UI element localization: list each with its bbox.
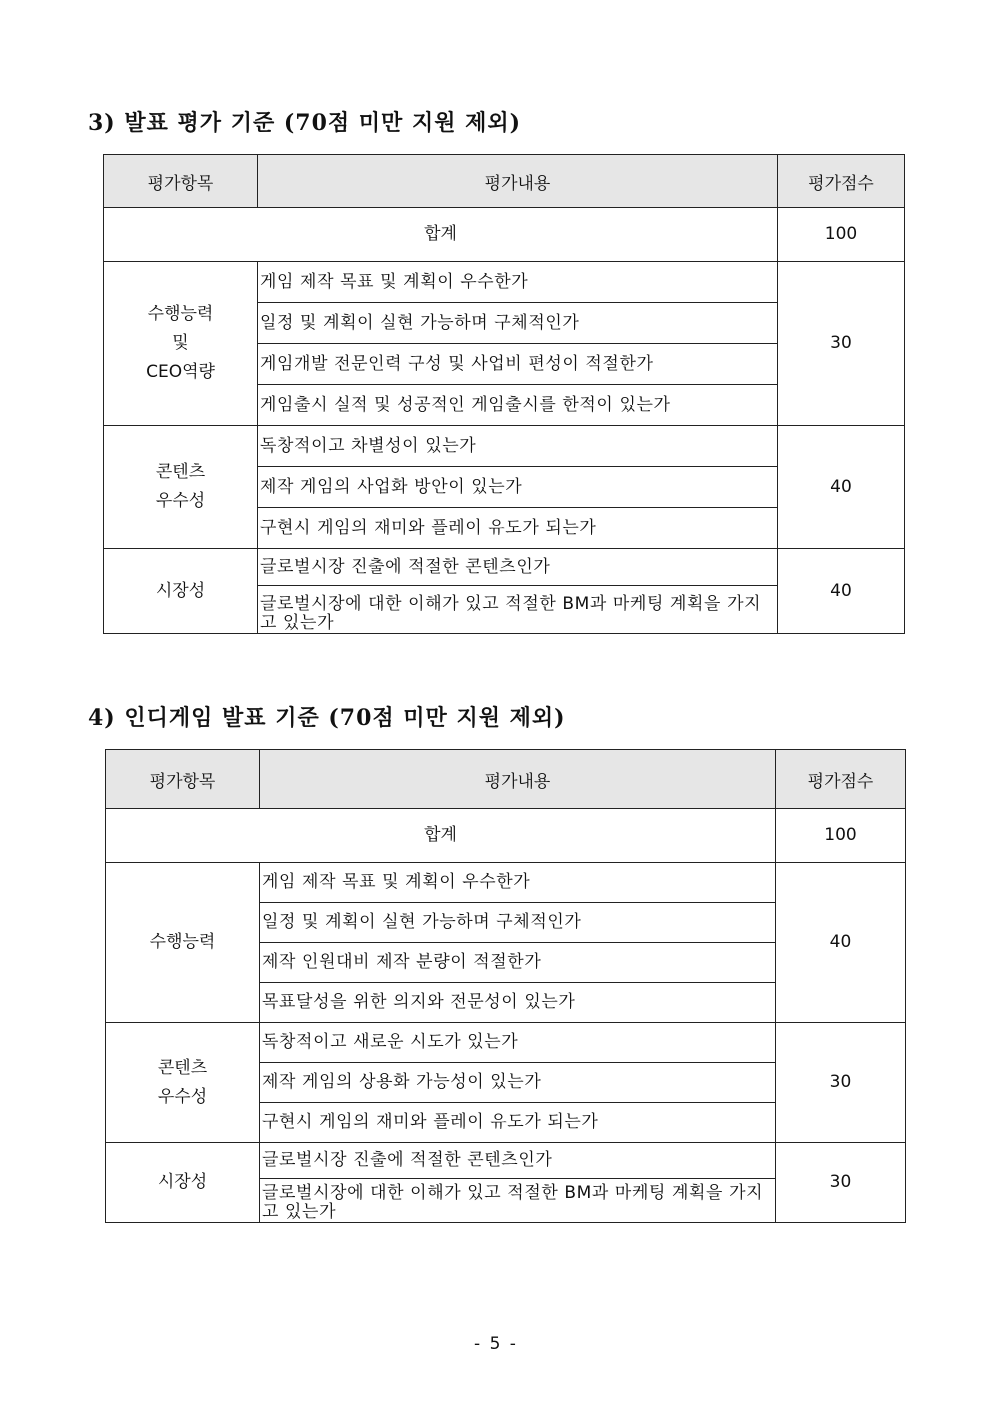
criteria-item: 제작 게임의 상용화 가능성이 있는가 — [260, 1063, 776, 1103]
criteria-item: 목표달성을 위한 의지와 전문성이 있는가 — [260, 983, 776, 1023]
criteria-item: 글로벌시장 진출에 적절한 콘텐츠인가 — [260, 1143, 776, 1179]
section-4-title: 4) 인디게임 발표 기준 (70점 미만 지원 제외) — [88, 705, 566, 731]
criteria-item: 일정 및 계획이 실현 가능하며 구체적인가 — [258, 303, 778, 344]
section-3-title: 3) 발표 평가 기준 (70점 미만 지원 제외) — [88, 110, 522, 136]
category-score: 30 — [778, 262, 905, 426]
criteria-item: 게임출시 실적 및 성공적인 게임출시를 한적이 있는가 — [258, 385, 778, 426]
category-name: 수행능력 및 CEO역량 — [104, 262, 258, 426]
category-name: 시장성 — [104, 549, 258, 634]
presentation-criteria-table — [103, 154, 905, 634]
category-name: 콘텐츠 우수성 — [106, 1023, 260, 1143]
criteria-item: 제작 인원대비 제작 분량이 적절한가 — [260, 943, 776, 983]
header-item: 평가항목 — [106, 750, 260, 809]
header-content: 평가내용 — [258, 155, 778, 208]
criteria-item: 글로벌시장에 대한 이해가 있고 적절한 BM과 마케팅 계획을 가지고 있는가 — [260, 1179, 776, 1223]
total-score: 100 — [778, 208, 905, 262]
category-score: 30 — [776, 1023, 906, 1143]
category-score: 40 — [778, 426, 905, 549]
criteria-item: 독창적이고 차별성이 있는가 — [258, 426, 778, 467]
category-name: 수행능력 — [106, 863, 260, 1023]
criteria-item: 게임 제작 목표 및 계획이 우수한가 — [258, 262, 778, 303]
category-score: 40 — [776, 863, 906, 1023]
category-name: 콘텐츠 우수성 — [104, 426, 258, 549]
criteria-item: 제작 게임의 사업화 방안이 있는가 — [258, 467, 778, 508]
category-name: 시장성 — [106, 1143, 260, 1223]
criteria-item: 게임개발 전문인력 구성 및 사업비 편성이 적절한가 — [258, 344, 778, 385]
header-item: 평가항목 — [104, 155, 258, 208]
criteria-item: 독창적이고 새로운 시도가 있는가 — [260, 1023, 776, 1063]
header-score: 평가점수 — [778, 155, 905, 208]
criteria-item: 구현시 게임의 재미와 플레이 유도가 되는가 — [258, 508, 778, 549]
total-score: 100 — [776, 809, 906, 863]
header-score: 평가점수 — [776, 750, 906, 809]
total-label: 합계 — [104, 208, 778, 262]
total-label: 합계 — [106, 809, 776, 863]
header-content: 평가내용 — [260, 750, 776, 809]
page-number: - 5 - — [474, 1334, 518, 1354]
indie-game-criteria-table — [105, 749, 906, 1223]
category-score: 30 — [776, 1143, 906, 1223]
criteria-item: 일정 및 계획이 실현 가능하며 구체적인가 — [260, 903, 776, 943]
criteria-item: 글로벌시장 진출에 적절한 콘텐츠인가 — [258, 549, 778, 586]
criteria-item: 게임 제작 목표 및 계획이 우수한가 — [260, 863, 776, 903]
criteria-item: 글로벌시장에 대한 이해가 있고 적절한 BM과 마케팅 계획을 가지고 있는가 — [258, 586, 778, 634]
category-score: 40 — [778, 549, 905, 634]
criteria-item: 구현시 게임의 재미와 플레이 유도가 되는가 — [260, 1103, 776, 1143]
